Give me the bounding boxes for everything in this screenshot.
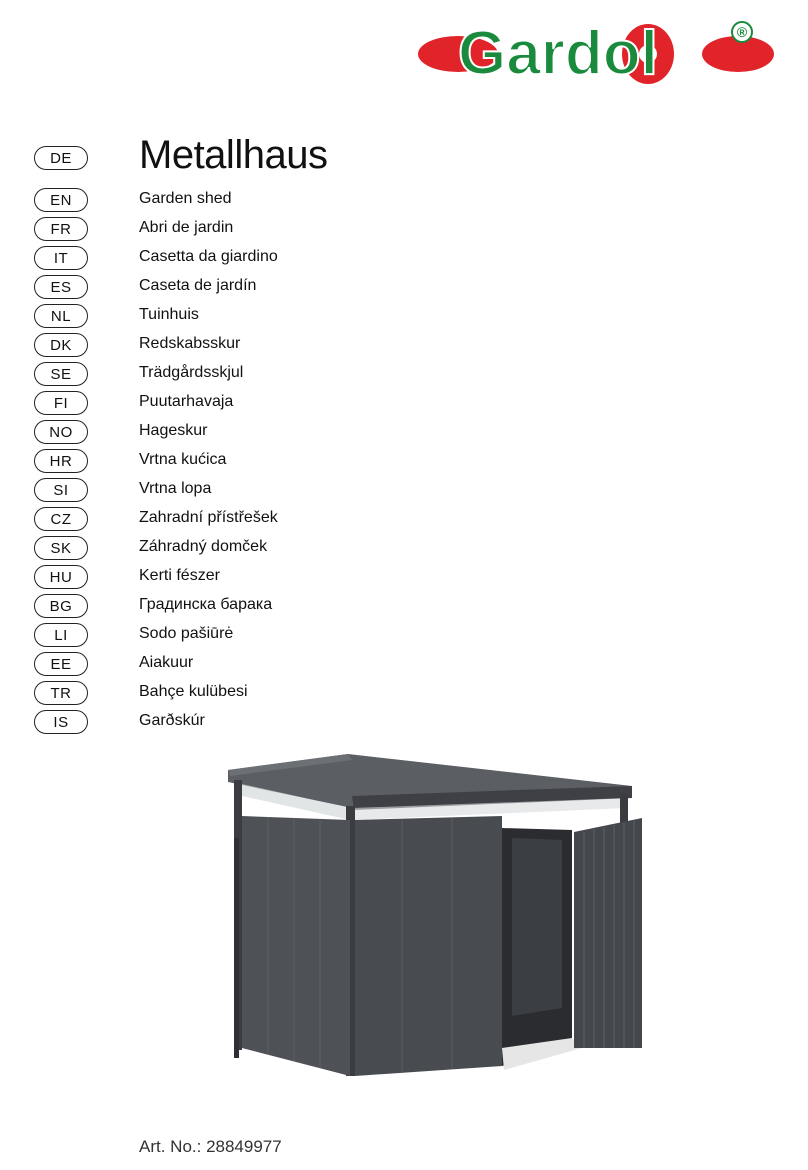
language-code-badge: SI <box>34 478 88 502</box>
registered-mark: ® <box>736 24 748 40</box>
language-code-badge: NO <box>34 420 88 444</box>
language-code-badge: DK <box>34 333 88 357</box>
product-name-translation: Hageskur <box>139 422 208 439</box>
language-row-hu <box>34 564 220 590</box>
language-code-badge: NL <box>34 304 88 328</box>
product-name-translation: Abri de jardin <box>139 219 234 236</box>
product-name-translation: Caseta de jardín <box>139 277 257 294</box>
language-row-si <box>34 477 212 503</box>
language-code-badge: IS <box>34 710 88 734</box>
language-row-en <box>34 187 232 213</box>
language-row-bg <box>34 593 273 619</box>
product-name-translation: Garden shed <box>139 190 232 207</box>
language-row-tr <box>34 680 248 706</box>
language-row-li <box>34 622 234 648</box>
product-name-translation: Garðskúr <box>139 712 205 729</box>
language-code-badge: SE <box>34 362 88 386</box>
language-row-es <box>34 274 257 300</box>
product-name-translation: Градинска барака <box>139 596 273 613</box>
language-code-badge: TR <box>34 681 88 705</box>
language-code-badge: IT <box>34 246 88 270</box>
product-name-translation: Bahçe kulübesi <box>139 683 248 700</box>
language-row-hr <box>34 448 227 474</box>
language-code-badge: DE <box>34 146 88 170</box>
language-row-se <box>34 361 244 387</box>
language-row-no <box>34 419 208 445</box>
language-row-fr <box>34 216 234 242</box>
language-code-badge: EN <box>34 188 88 212</box>
language-row-it <box>34 245 278 271</box>
product-name-translation: Zahradní přístřešek <box>139 509 278 526</box>
logo-wordmark: Gardol <box>458 19 658 88</box>
product-name-translation: Záhradný domček <box>139 538 268 555</box>
product-name-translation: Vrtna lopa <box>139 480 212 497</box>
product-name-translation: Aiakuur <box>139 654 194 671</box>
product-name-translation: Casetta da giardino <box>139 248 278 265</box>
language-row-de <box>34 133 328 177</box>
language-code-badge: FI <box>34 391 88 415</box>
language-code-badge: FR <box>34 217 88 241</box>
language-code-badge: SK <box>34 536 88 560</box>
language-row-is <box>34 709 205 735</box>
article-number: Art. No.: 28849977 <box>139 1137 282 1156</box>
garden-shed-image <box>222 748 642 1078</box>
product-name-translation: Kerti fészer <box>139 567 220 584</box>
language-row-ee <box>34 651 194 677</box>
language-code-badge: HR <box>34 449 88 473</box>
product-name-translation: Sodo pašiūrė <box>139 625 234 642</box>
language-code-badge: ES <box>34 275 88 299</box>
language-code-badge: HU <box>34 565 88 589</box>
product-name-translation: Puutarhavaja <box>139 393 234 410</box>
language-row-nl <box>34 303 199 329</box>
product-name-translation: Redskabsskur <box>139 335 241 352</box>
product-title: Metallhaus <box>139 133 328 177</box>
gardol-logo <box>418 14 774 94</box>
product-name-translation: Tuinhuis <box>139 306 199 323</box>
language-row-dk <box>34 332 241 358</box>
language-code-badge: EE <box>34 652 88 676</box>
language-row-cz <box>34 506 278 532</box>
language-code-badge: BG <box>34 594 88 618</box>
product-name-translation: Vrtna kućica <box>139 451 227 468</box>
product-name-translation: Trädgårdsskjul <box>139 364 244 381</box>
language-code-badge: CZ <box>34 507 88 531</box>
language-row-fi <box>34 390 234 416</box>
language-row-sk <box>34 535 268 561</box>
language-code-badge: LI <box>34 623 88 647</box>
